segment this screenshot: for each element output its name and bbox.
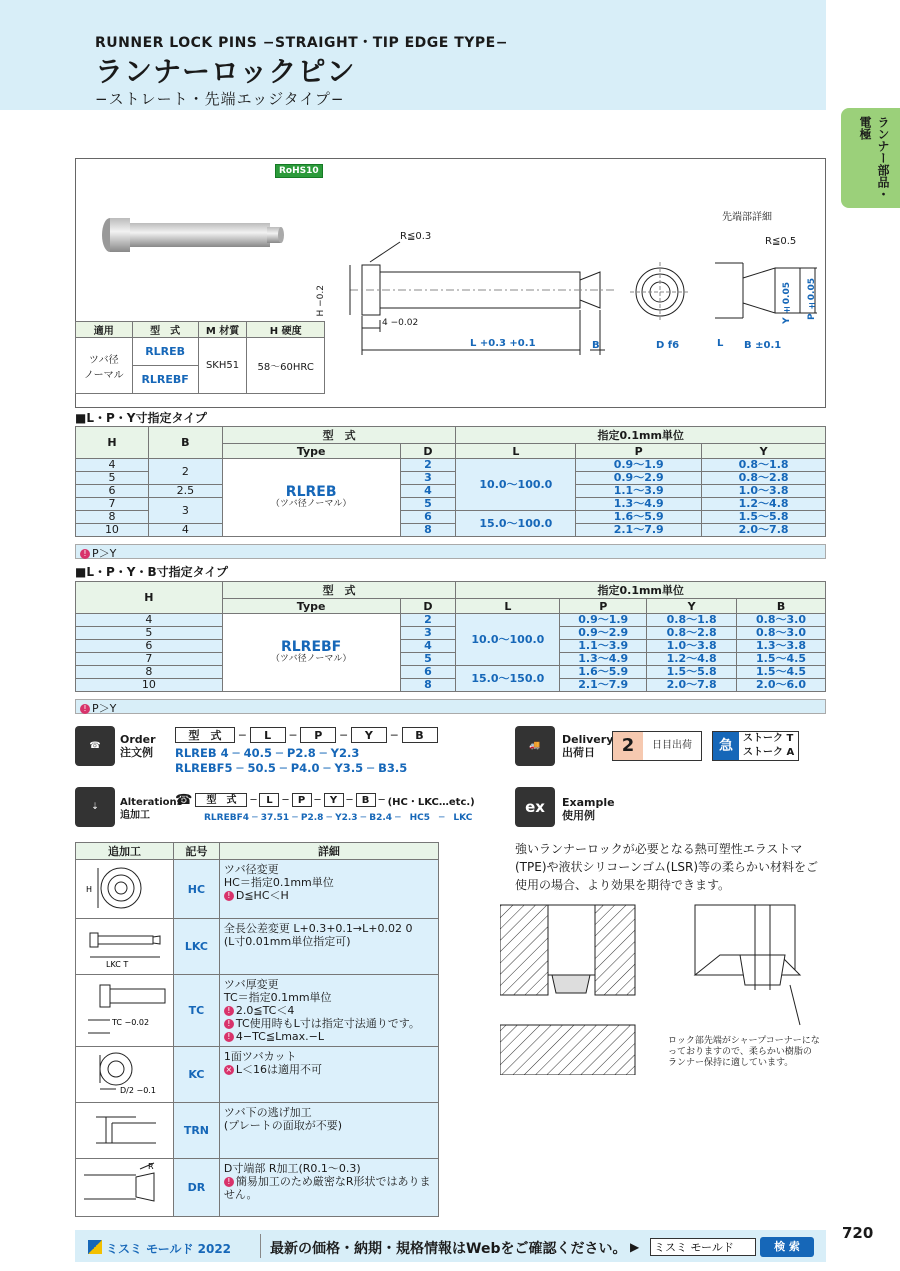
order-label-en: Order [120,733,156,746]
alt-code-trn: TRN [173,1103,219,1159]
tip-b-label: B ±0.1 [744,340,782,351]
detail-line: 4−TC≦Lmax.−L [235,1030,324,1043]
s1-cell-p: 1.1〜3.9 [576,485,702,498]
s2-cell-y: 1.2〜4.8 [647,653,737,666]
alteration-table [75,842,439,1217]
s1-cell-h: 8 [76,511,149,524]
table-row [76,919,439,975]
caution-icon: ! [80,549,90,559]
dr-fig-label: R [148,1162,154,1171]
order-label-jp: 注文例 [120,746,153,759]
tc-figure [76,975,174,1047]
p-dim-label: P ±0.05 [807,278,817,320]
s2-cell-b: 0.8〜3.0 [737,614,826,627]
table-row [76,1047,439,1103]
caution-icon: ! [80,704,90,714]
table-row [76,614,826,627]
footer-search-input[interactable] [650,1238,756,1256]
express-stock [739,732,798,760]
example-label-jp: 使用例 [562,809,595,822]
s2-cell-h: 4 [76,614,223,627]
s1-h-d: D [400,444,456,459]
s2-cell-b: 1.5〜4.5 [737,653,826,666]
footer-brand: ミスミ モールド 2022 [106,1242,232,1256]
detail-line: ツバ径変更 [223,863,279,876]
table-row [76,975,439,1047]
mat-header-type: 型 式 [132,322,198,338]
alt-detail-dr [219,1159,438,1217]
s2-cell-h: 7 [76,653,223,666]
trn-figure [76,1103,174,1159]
b-dim-label: B [592,340,600,351]
table-row [76,679,826,692]
example-text: 強いランナーロックが必要となる熱可塑性エラストマ(TPE)や液状シリコーンゴム(LSR)等の柔らかい材料をご使用の場合、より効果を期待できます。 [515,842,819,892]
s1-cell-h: 7 [76,498,149,511]
s2-cell-b: 1.5〜4.5 [737,666,826,679]
alt-code-lkc: LKC [173,919,219,975]
h-dim-label: H −0.2 [316,285,326,317]
express-badge-label: 急 [713,732,739,760]
delivery-label-en: Delivery [562,733,614,746]
express-badge [712,731,799,761]
side-tab-label-2: 電極 [858,116,872,140]
s1-type-cell [222,459,400,537]
alt-detail-trn [219,1103,438,1159]
s2-cell-p: 1.1〜3.9 [560,640,647,653]
s1-cell-h: 10 [76,524,149,537]
s2-h-type: Type [222,599,400,614]
s2-cell-y: 2.0〜7.8 [647,679,737,692]
alt-h-detail: 詳細 [219,843,438,860]
stock-t: ストーク T [743,733,794,744]
mat-material: SKH51 [198,338,247,394]
s2-cell-y: 1.0〜3.8 [647,640,737,653]
s1-note-text: P＞Y [92,547,117,560]
example-callout: ロック部先端がシャープコーナーになっておりますので、柔らかい樹脂のランナー保持に適しています。 [668,1036,820,1068]
order-box-y: Y [351,727,387,743]
s2-cell-p: 1.3〜4.9 [560,653,647,666]
delivery-label-jp: 出荷日 [562,746,595,759]
example-icon: ex [515,787,555,827]
table-row [76,524,826,537]
misumi-logo-icon [88,1240,102,1254]
rohs-badge: RoHS10 [275,164,323,178]
s2-cell-p: 0.9〜1.9 [560,614,647,627]
section2-title: ■L・P・Y・B寸指定タイプ [75,565,229,579]
s1-cell-p: 2.1〜7.9 [576,524,702,537]
s2-cell-h: 6 [76,640,223,653]
order-box-type: 型 式 [175,727,235,743]
tip-l-label: L [717,338,724,349]
kc-figure [76,1047,174,1103]
s2-h-d: D [400,599,456,614]
spec-table-2 [75,581,826,692]
alt-box-type: 型 式 [195,793,247,807]
trn-drawing [76,1103,172,1155]
s2-cell-h: 10 [76,679,223,692]
title-en: RUNNER LOCK PINS −STRAIGHT・TIP EDGE TYPE− [95,35,508,51]
example-label [562,796,615,822]
s2-cell-p: 2.1〜7.9 [560,679,647,692]
four-dim-label: 4 −0.02 [382,318,419,328]
s1-note [75,544,826,559]
s2-cell-d: 3 [400,627,456,640]
s1-h-p: P [576,444,702,459]
s2-h-spec: 指定0.1mm単位 [456,582,826,599]
footer-search-button[interactable]: 検 索 [760,1237,814,1257]
alt-box-p: P [292,793,312,807]
s2-type-sub: （ツバ径ノーマル） [270,653,352,664]
y-dim-label: Y ±0.05 [782,282,792,324]
order-box-l: L [250,727,286,743]
s1-type-sub: （ツバ径ノーマル） [270,498,352,509]
phone-small-icon: ☎ [175,792,193,808]
s1-cell-y: 1.2〜4.8 [702,498,826,511]
detail-line: HC＝指定0.1mm単位 [223,876,334,889]
s1-cell-h: 4 [76,459,149,472]
order-example-2: RLREBF5 ─ 50.5 ─ P4.0 ─ Y3.5 ─ B3.5 [175,761,408,775]
s1-cell-b: 4 [148,524,222,537]
d-dim-label: D f6 [656,340,680,351]
s2-cell-b: 2.0〜6.0 [737,679,826,692]
truck-icon: 🚚 [515,726,555,766]
pin-end-view [630,262,690,342]
s1-cell-y: 1.0〜3.8 [702,485,826,498]
s1-h-spec: 指定0.1mm単位 [456,427,826,444]
delivery-unit: 日目出荷 [652,740,692,751]
kc-drawing [76,1047,172,1099]
detail-line: D≦HC＜H [235,889,289,902]
s2-cell-p: 0.9〜2.9 [560,627,647,640]
phone-icon: ☎ [75,726,115,766]
spec-table-1 [75,426,826,537]
s1-cell-h: 5 [76,472,149,485]
hc-figure [76,860,174,919]
s1-cell-d: 8 [400,524,456,537]
s1-h-type: Type [222,444,400,459]
s2-cell-d: 4 [400,640,456,653]
delivery-box [612,731,702,761]
s1-cell-h: 6 [76,485,149,498]
s2-note [75,699,826,714]
alt-detail-hc [219,860,438,919]
alt-detail-lkc [219,919,438,975]
table-row [76,1103,439,1159]
mat-type-2: RLREBF [132,366,198,394]
s1-cell-b: 3 [148,498,222,524]
s1-cell-y: 1.5〜5.8 [702,511,826,524]
detail-line: 全長公差変更 L+0.3+0.1→L+0.02 0 [223,922,413,935]
hc-drawing [76,860,172,915]
s1-cell-b: 2 [148,459,222,485]
s2-type-cell [222,614,400,692]
s2-cell-p: 1.6〜5.9 [560,666,647,679]
detail-line: L＜16は適用不可 [235,1063,323,1076]
order-format: 型 式 ─ L ─ P ─ Y ─ B [175,727,438,743]
order-example-1: RLREB 4 ─ 40.5 ─ P2.8 ─ Y2.3 [175,746,360,760]
s2-cell-y: 0.8〜1.8 [647,614,737,627]
s2-h-b: B [737,599,826,614]
s1-cell-l1: 10.0〜100.0 [456,459,576,511]
prohibited-icon: × [225,1065,233,1074]
order-label [120,733,156,759]
s1-cell-d: 2 [400,459,456,472]
s1-cell-p: 0.9〜1.9 [576,459,702,472]
pin-photo [95,205,295,265]
subtitle-jp: −ストレート・先端エッジタイプ− [95,90,345,108]
r-main-label: R≦0.3 [400,231,432,242]
detail-line: (プレートの面取が不要) [223,1119,343,1132]
caution-icon: ! [224,891,234,901]
s1-h-model: 型 式 [222,427,456,444]
detail-line: D寸端部 R加工(R0.1〜0.3) [223,1162,361,1175]
table-row [76,860,439,919]
s1-cell-d: 4 [400,485,456,498]
detail-line: ツバ下の逃げ加工 [223,1106,312,1119]
caution-icon: ! [224,1006,234,1016]
s1-cell-y: 0.8〜2.8 [702,472,826,485]
alt-code-tc: TC [173,975,219,1047]
drill-icon: ⇣ [75,787,115,827]
mat-applic: ツバ径 ノーマル [76,338,133,394]
alt-format: ☎ 型 式 ─ L ─ P ─ Y ─ B ─ (HC・LKC…etc.) [175,792,475,808]
s2-h-p: P [560,599,647,614]
s2-cell-b: 0.8〜3.0 [737,627,826,640]
order-box-p: P [300,727,336,743]
detail-line: (L寸0.01mm単位指定可) [223,935,351,948]
detail-line: 2.0≦TC＜4 [235,1004,295,1017]
alt-example: RLREBF4 ─ 37.51 ─ P2.8 ─ Y2.3 ─ B2.4 ─ HC5 ─ LKC [204,813,473,823]
r-tip-label: R≦0.5 [765,236,797,247]
s1-type-name: RLREB [285,483,337,500]
alterations-label-jp: 追加工 [120,810,150,821]
alterations-label-en: Alterations [120,797,183,808]
footer-text: 最新の価格・納期・規格情報はWebをご確認ください。 [270,1241,627,1257]
s2-cell-l2: 15.0〜150.0 [456,666,560,692]
s2-cell-d: 8 [400,679,456,692]
table-row [76,640,826,653]
alt-detail-tc [219,975,438,1047]
s2-cell-d: 5 [400,653,456,666]
s1-cell-p: 1.3〜4.9 [576,498,702,511]
dr-figure [76,1159,174,1217]
s2-cell-d: 2 [400,614,456,627]
detail-line: 簡易加工のため厳密なR形状ではありません。 [223,1175,431,1201]
s2-cell-y: 0.8〜2.8 [647,627,737,640]
mat-header-hardness: H 硬度 [247,322,325,338]
title-jp: ランナーロックピン [95,55,356,88]
side-tab[interactable] [841,108,900,208]
s1-cell-d: 6 [400,511,456,524]
mat-hardness: 58〜60HRC [247,338,325,394]
detail-line: ツバ厚変更 [223,978,279,991]
tip-detail-label: 先端部詳細 [722,212,772,223]
section1-title: ■L・P・Y寸指定タイプ [75,411,207,425]
alt-box-b: B [356,793,376,807]
delivery-label [562,733,613,759]
caution-icon: ! [224,1032,234,1042]
table-row [76,498,826,511]
s2-h-y: Y [647,599,737,614]
s2-h-h: H [76,582,223,614]
mat-type-1: RLREB [132,338,198,366]
alt-h-process: 追加工 [76,843,174,860]
s1-h-h: H [76,427,149,459]
page-number: 720 [842,1224,874,1242]
s1-cell-p: 0.9〜2.9 [576,472,702,485]
s1-h-b: B [148,427,222,459]
table-row [76,459,826,472]
alt-box-l: L [259,793,279,807]
s2-h-l: L [456,599,560,614]
s2-note-text: P＞Y [92,702,117,715]
mat-header-material: M 材質 [198,322,247,338]
s1-cell-l2: 15.0〜100.0 [456,511,576,537]
lkc-drawing [76,919,172,971]
order-box-b: B [402,727,438,743]
s2-cell-h: 8 [76,666,223,679]
lkc-fig-label: LKC T [106,960,129,969]
tc-fig-label: TC −0.02 [112,1018,150,1027]
s1-cell-p: 1.6〜5.9 [576,511,702,524]
s2-cell-b: 1.3〜3.8 [737,640,826,653]
s2-cell-h: 5 [76,627,223,640]
alt-detail-kc [219,1047,438,1103]
s1-cell-y: 2.0〜7.8 [702,524,826,537]
s1-h-l: L [456,444,576,459]
table-row [76,485,826,498]
table-row [76,666,826,679]
alterations-label [120,796,183,822]
tc-drawing [76,975,172,1043]
alt-code-dr: DR [173,1159,219,1217]
lkc-figure [76,919,174,975]
delivery-days: 2 [613,732,643,760]
table-row [76,627,826,640]
detail-line: TC＝指定0.1mm単位 [223,991,332,1004]
side-tab-label-1: ランナー部品・ [876,116,890,200]
alt-box-y: Y [324,793,344,807]
s1-cell-y: 0.8〜1.8 [702,459,826,472]
detail-line: TC使用時もL寸は指定寸法通りです。 [235,1017,420,1030]
mat-header-applic: 適用 [76,322,133,338]
table-row [76,1159,439,1217]
s1-cell-d: 3 [400,472,456,485]
example-label-en: Example [562,796,615,809]
s1-cell-b: 2.5 [148,485,222,498]
s2-cell-d: 6 [400,666,456,679]
s2-cell-l1: 10.0〜100.0 [456,614,560,666]
dr-drawing [76,1159,172,1213]
table-row [76,653,826,666]
material-table [75,321,325,394]
alt-code-kc: KC [173,1047,219,1103]
caution-icon: ! [224,1177,234,1187]
s2-type-name: RLREBF [280,638,342,655]
s2-cell-y: 1.5〜5.8 [647,666,737,679]
alt-suffix: (HC・LKC…etc.) [387,796,475,808]
footer-divider [260,1234,261,1258]
alt-code-hc: HC [173,860,219,919]
footer-arrow-icon: ▶ [630,1240,640,1254]
hc-fig-label: H [86,885,93,894]
s1-cell-d: 5 [400,498,456,511]
stock-a: ストーク A [743,747,795,758]
s2-h-model: 型 式 [222,582,456,599]
caution-icon: ! [224,1019,234,1029]
alt-h-code: 記号 [173,843,219,860]
l-dim-label: L +0.3 +0.1 [470,338,536,349]
detail-line: 1面ツバカット [223,1050,297,1063]
s1-h-y: Y [702,444,826,459]
kc-fig-label: D/2 −0.1 [120,1086,156,1095]
